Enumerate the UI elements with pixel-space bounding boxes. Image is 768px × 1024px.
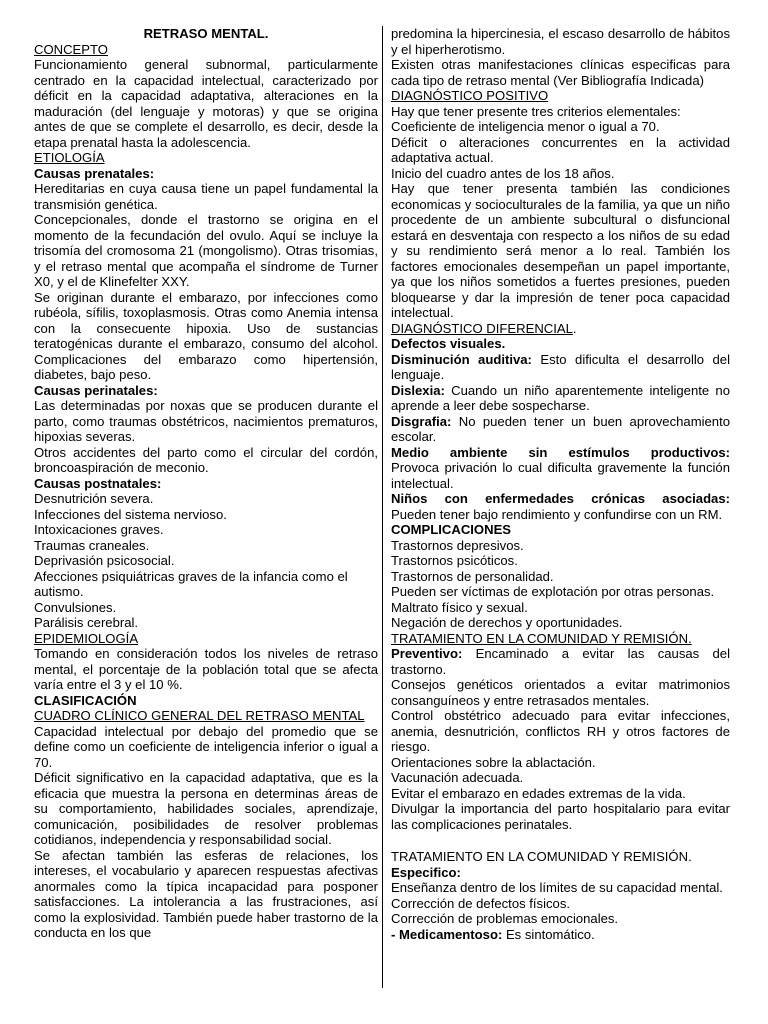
list-item-diagnostico: Déficit o alteraciones concurrentes en la actividad adaptativa actual. (391, 134, 730, 165)
spacer (391, 832, 730, 849)
heading-complicaciones: COMPLICACIONES (391, 522, 512, 537)
paragraph-concepto: Funcionamiento general subnormal, particularmente centrado en la capacidad intelectual, caracterizado por déficit en la capacidad adaptativa, alteraciones en la maduración (del lenguaje y motoras) y que se origina antes de que se complete el desarrollo, es decir, desde la etapa prenatal hasta la adolescencia. (34, 57, 378, 150)
heading-clasificacion: CLASIFICACIÓN (34, 692, 137, 708)
label-medio-ambiente: Medio ambiente sin estímulos productivos: (391, 444, 730, 460)
list-item-especifico: Corrección de defectos físicos. (391, 895, 571, 911)
item-disgrafia (391, 414, 730, 445)
paragraph-prenatal-2: Concepcionales, donde el trastorno se origina en el momento de la fecundación del ovulo. Aquí se incluye la trisomía del cromosoma 21 (mongolismo). Otras trisomias, y el retraso mental que acompaña el síndrome de Turner X0, y el de Klinefelter XXY. (34, 212, 378, 289)
paragraph-perinatal-2: Otros accidentes del parto como el circular del cordón, broncoaspiración de meconio. (34, 444, 378, 475)
item-medicamentoso (391, 927, 730, 943)
column-divider (382, 26, 383, 988)
paragraph-epidemiologia: Tomando en consideración todos los niveles de retraso mental, el porcentaje de la población total que se afecta varía entre el 3 y el 10 %. (34, 646, 378, 692)
label-preventivo: Preventivo: (391, 646, 463, 661)
paragraph-prenatal-1: Hereditarias en cuya causa tiene un papel fundamental la transmisión genética. (34, 181, 378, 212)
heading-concepto: CONCEPTO (34, 41, 108, 57)
heading-etiologia: ETIOLOGÍA (34, 150, 105, 165)
paragraph-continued-1: predomina la hipercinesia, el escaso desarrollo de hábitos y el hiperherotismo. (391, 26, 730, 57)
list-item-preventivo: Divulgar la importancia del parto hospitalario para evitar las complicaciones perinatales. (391, 801, 730, 832)
list-item-complicacion: Trastornos depresivos. (391, 537, 524, 553)
paragraph-diagnostico-positivo: Hay que tener presenta también las condiciones economicas y socioculturales de la familia, ya que un niño procedente de un ambiente subcultural o disfuncional estará en desventaja con respecto a los niños de su edad y su rendimiento será menor a lo real. También los factores emocionales desempeñan un papel importante, ya que los niños sometidos a fuertes presiones, pueden bloquearse y dar la impresión de tener poca capacidad intelectual. (391, 181, 730, 320)
list-item-complicacion: Trastornos de personalidad. (391, 568, 554, 584)
item-disminucion-auditiva (391, 352, 730, 383)
paragraph-cuadro-1: Capacidad intelectual por debajo del promedio que se define como un coeficiente de inteligencia inferior o igual a 70. (34, 723, 378, 770)
list-item-preventivo: Vacunación adecuada. (391, 770, 524, 785)
heading-diagnostico-diferencial-line (391, 321, 730, 337)
heading-epidemiologia: EPIDEMIOLOGÍA (34, 630, 139, 646)
page-title: RETRASO MENTAL. (143, 26, 269, 41)
heading-diagnostico-diferencial: DIAGNÓSTICO DIFERENCIAL (391, 320, 573, 336)
text-medicamentoso: Es sintomático. (502, 926, 595, 942)
heading-tratamiento-2: TRATAMIENTO EN LA COMUNIDAD Y REMISIÓN. (391, 849, 692, 864)
list-item-complicacion: Negación de derechos y oportunidades. (391, 615, 623, 630)
list-item-postnatal: Desnutrición severa. (34, 491, 154, 506)
label-enfermedades-cronicas: Niños con enfermedades crónicas asociadas: (391, 491, 730, 506)
list-item-especifico: Corrección de problemas emocionales. (391, 911, 619, 926)
heading-diagnostico-positivo: DIAGNÓSTICO POSITIVO (391, 88, 549, 103)
list-item-postnatal: Afecciones psiquiátricas graves de la infancia como el autismo. (34, 568, 348, 599)
text-preventivo: Encaminado a evitar las causas del trastorno. (391, 646, 730, 677)
label-disgrafia: Disgrafia: (391, 413, 452, 429)
list-item-preventivo: Evitar el embarazo en edades extremas de la vida. (391, 785, 686, 801)
list-item-postnatal: Intoxicaciones graves. (34, 522, 164, 537)
text-medio-ambiente: Provoca privación lo cual dificulta gravemente la función intelectual. (391, 460, 730, 491)
list-item-especifico: Enseñanza dentro de los límites de su capacidad mental. (391, 880, 723, 895)
list-item-postnatal: Convulsiones. (34, 599, 117, 615)
label-disminucion-auditiva: Disminución auditiva: (391, 351, 532, 367)
subheading-prenatales: Causas prenatales: (34, 165, 155, 181)
list-item-diagnostico: Inicio del cuadro antes de los 18 años. (391, 165, 615, 181)
heading-tratamiento-1: TRATAMIENTO EN LA COMUNIDAD Y REMISIÓN. (391, 630, 692, 646)
paragraph-cuadro-3: Se afectan también las esferas de relaciones, los intereses, el vocabulario y aparecen respuestas afectivas anormales como la típica incapacidad para posponer satisfacciones. La intolerancia a las frustraciones, así como la explosividad. También puede haber trastorno de la conducta en los que (34, 847, 378, 940)
list-item-complicacion: Trastornos psicóticos. (391, 553, 518, 568)
heading-period: . (572, 320, 577, 336)
list-item-diagnostico: Hay que tener presente tres criterios elementales: (391, 103, 681, 119)
item-preventivo (391, 646, 730, 677)
list-item-postnatal: Infecciones del sistema nervioso. (34, 506, 227, 522)
heading-cuadro-clinico: CUADRO CLÍNICO GENERAL DEL RETRASO MENTAL (34, 708, 365, 723)
subheading-perinatales: Causas perinatales: (34, 382, 158, 398)
text-disminucion-auditiva: Esto dificulta el desarrollo del lenguaje. (391, 351, 731, 382)
paragraph-prenatal-3: Se originan durante el embarazo, por infecciones como rubéola, sífilis, toxoplasmosis. Otras como Anemia intensa con la consecuente hipoxia. Uso de sustancias teratogénicas durante el embarazo, consumo del alcohol. Complicaciones del embarazo como hipertensión, diabetes, bajo peso. (34, 289, 378, 382)
list-item-diagnostico: Coeficiente de inteligencia menor o igual a 70. (391, 119, 660, 134)
list-item-preventivo: Control obstétrico adecuado para evitar infecciones, anemia, desnutrición, conflictos RH y otros factores de riesgo. (391, 708, 730, 754)
heading-especifico: Especifico: (391, 864, 461, 880)
paragraph-continued-2: Existen otras manifestaciones clínicas especificas para cada tipo de retraso mental (Ver Bibliografía Indicada) (391, 57, 730, 88)
text-dislexia: Cuando un niño aparentemente inteligente no aprende a leer debe sospecharse. (391, 382, 730, 413)
item-defectos-visuales: Defectos visuales. (391, 336, 506, 351)
list-item-postnatal: Traumas craneales. (34, 537, 150, 553)
list-item-complicacion: Pueden ser víctimas de explotación por otras personas. (391, 584, 715, 599)
right-column (391, 26, 730, 942)
text-disgrafia: No pueden tener un buen aprovechamiento escolar. (391, 413, 730, 444)
paragraph-cuadro-2: Déficit significativo en la capacidad adaptativa, que es la eficacia que muestra la persona en determinas áreas de su comportamiento, habilidades sociales, aprendizaje, comunicación, posibilidades de resolver problemas cotidianos, independencia y responsabilidad social. (34, 770, 378, 847)
subheading-postnatales: Causas postnatales: (34, 475, 162, 491)
list-item-postnatal: Parálisis cerebral. (34, 615, 139, 630)
list-item-preventivo: Consejos genéticos orientados a evitar matrimonios consanguíneos y entre retrasados mentales. (391, 677, 730, 708)
paragraph-perinatal-1: Las determinadas por noxas que se producen durante el parto, como traumas obstétricos, nacimientos prematuros, hipoxias severas. (34, 398, 378, 444)
list-item-postnatal: Deprivasión psicosocial. (34, 553, 175, 568)
text-enfermedades-cronicas: Pueden tener bajo rendimiento y confundirse con un RM. (391, 506, 723, 522)
item-dislexia (391, 383, 730, 414)
list-item-complicacion: Maltrato físico y sexual. (391, 599, 528, 615)
label-dislexia: Dislexia: (391, 382, 445, 398)
left-column (34, 26, 378, 941)
label-medicamentoso: - Medicamentoso: (391, 926, 503, 942)
list-item-preventivo: Orientaciones sobre la ablactación. (391, 754, 596, 770)
